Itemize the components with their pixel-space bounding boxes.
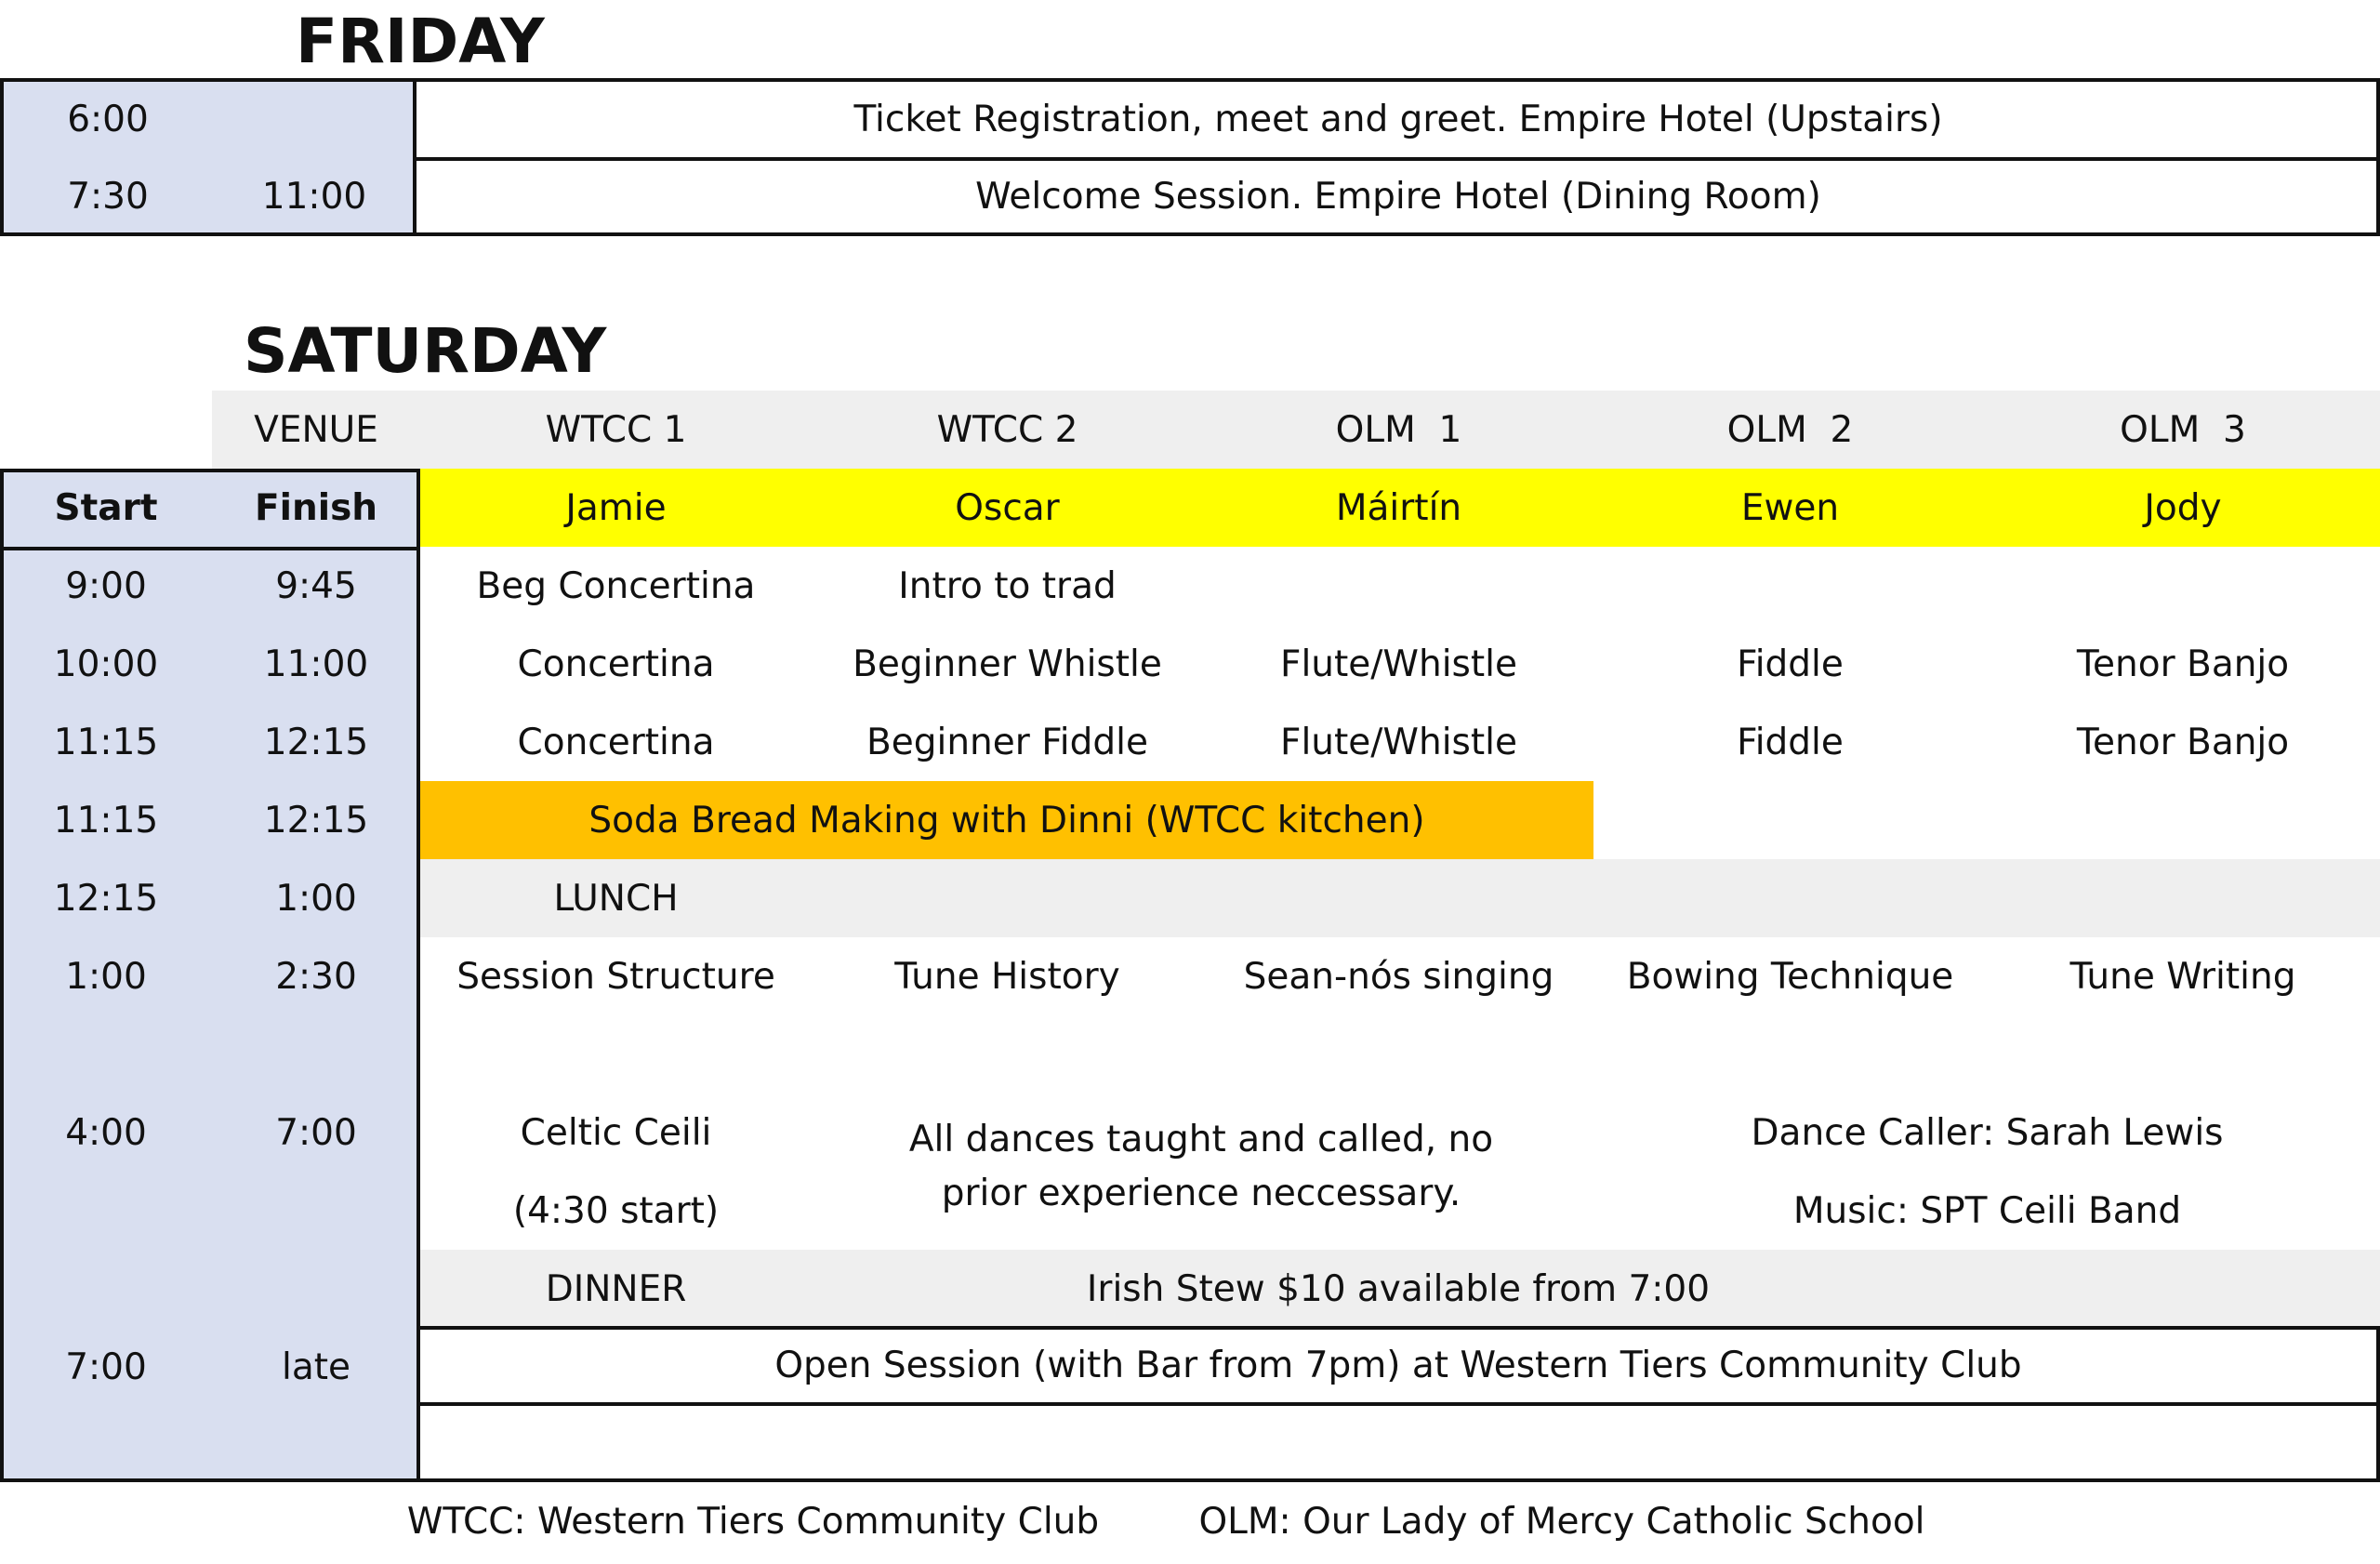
venue-olm-1: OLM 1 [1335,408,1462,451]
row-1115-olm-2: Fiddle [1737,721,1844,763]
friday-row-1-event: Ticket Registration, meet and greet. Empire Hotel (Upstairs) [853,99,1943,140]
row-0100-finish: 2:30 [275,955,357,998]
finish-header: Finish [254,486,378,529]
open-session-start: 7:00 [65,1345,147,1388]
tutor-ewen: Ewen [1740,486,1840,529]
venue-wtcc-1: WTCC 1 [545,408,687,451]
row-1000-finish: 11:00 [263,643,369,685]
footer-olm-legend: OLM: Our Lady of Mercy Catholic School [1198,1500,1925,1543]
saturday-title: SATURDAY [244,315,607,387]
row-1000-wtcc-1: Concertina [517,643,715,685]
soda-bread-event: Soda Bread Making with Dinni (WTCC kitchen) [588,799,1425,842]
row-0100-wtcc-2: Tune History [894,955,1120,998]
row-0100-olm-3: Tune Writing [2069,955,2296,998]
lunch-label: LUNCH [553,877,679,920]
row-1115-wtcc-1: Concertina [517,721,715,763]
row-1115-olm-1: Flute/Whistle [1280,721,1517,763]
friday-table [0,78,2380,236]
friday-row-2-event: Welcome Session. Empire Hotel (Dining Room) [975,176,1821,218]
row-0100-start: 1:00 [65,955,147,998]
tutor-jamie: Jamie [565,486,667,529]
dinner-label: DINNER [545,1267,687,1310]
venue-olm-3: OLM 3 [2120,408,2246,451]
ceili-start: 4:00 [65,1111,147,1154]
row-1000-start: 10:00 [53,643,159,685]
friday-row-2-finish: 11:00 [261,176,367,218]
row-1115-finish: 12:15 [263,721,369,763]
ceili-start-note: (4:30 start) [512,1189,720,1232]
row-1000-olm-3: Tenor Banjo [2076,643,2290,685]
soda-start: 11:15 [53,799,159,842]
start-header: Start [54,486,158,529]
ceili-caller: Dance Caller: Sarah Lewis [1751,1111,2224,1154]
friday-title: FRIDAY [296,6,545,77]
row-0100-wtcc-1: Session Structure [456,955,775,998]
row-0900-finish: 9:45 [275,564,357,607]
venue-wtcc-2: WTCC 2 [936,408,1078,451]
venue-label: VENUE [254,408,378,451]
friday-row-1-finish [212,82,416,157]
friday-row-2-start: 7:30 [67,176,149,218]
open-session-finish: late [281,1345,351,1388]
friday-row-1-start: 6:00 [67,99,149,140]
dinner-detail: Irish Stew $10 available from 7:00 [1086,1267,1711,1310]
open-session-label: Open Session (with Bar from 7pm) at Western Tiers Community Club [774,1344,2022,1386]
footer-wtcc-legend: WTCC: Western Tiers Community Club [406,1500,1100,1543]
row-1115-olm-3: Tenor Banjo [2076,721,2290,763]
row-1000-olm-2: Fiddle [1737,643,1844,685]
ceili-music: Music: SPT Ceili Band [1792,1189,2182,1232]
tutor-jody: Jody [2144,486,2222,529]
venue-olm-2: OLM 2 [1726,408,1854,451]
row-0900-wtcc-2: Intro to trad [898,564,1117,607]
row-1115-wtcc-2: Beginner Fiddle [866,721,1148,763]
ceili-finish: 7:00 [275,1111,357,1154]
row-1000-wtcc-2: Beginner Whistle [853,643,1162,685]
row-1000-olm-1: Flute/Whistle [1280,643,1517,685]
ceili-description: All dances taught and called, no prior experience neccessary. [908,1118,1494,1214]
row-0900-start: 9:00 [65,564,147,607]
ceili-name: Celtic Ceili [520,1111,712,1154]
lunch-start: 12:15 [53,877,159,920]
row-1115-start: 11:15 [53,721,159,763]
tutor-oscar: Oscar [955,486,1060,529]
row-0900-wtcc-1: Beg Concertina [476,564,756,607]
lunch-finish: 1:00 [275,877,357,920]
open-session-divider [420,1402,2376,1406]
row-0100-olm-2: Bowing Technique [1626,955,1954,998]
tutor-mairtin: Máirtín [1335,486,1462,529]
row-0100-olm-1: Sean-nós singing [1243,955,1554,998]
soda-finish: 12:15 [263,799,369,842]
